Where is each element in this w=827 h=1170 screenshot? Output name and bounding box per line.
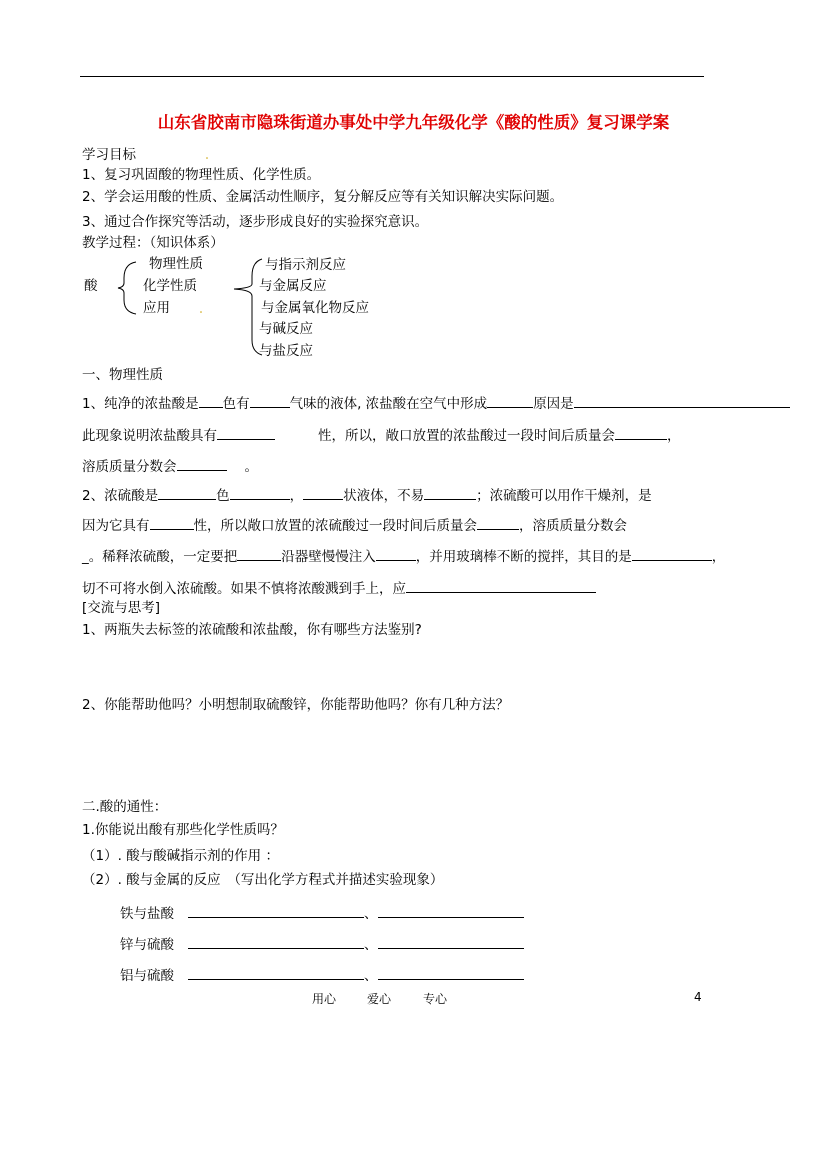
exchange-question-1: 1、两瓶失去标签的浓硫酸和浓盐酸，你有哪些方法鉴别? <box>82 622 422 638</box>
tree-reaction-salt: 与盐反应 <box>259 343 313 359</box>
section1-heading: 一、物理性质 <box>82 367 163 383</box>
tree-reaction-metal-oxide: 与金属氧化物反应 <box>261 300 369 316</box>
q1-line2: 此现象说明浓盐酸具有 性，所以，敞口放置的浓盐酸过一段时间后质量会 ， <box>82 425 681 445</box>
document-title: 山东省胶南市隐珠街道办事处中学九年级化学《酸的性质》复习课学案 <box>157 113 670 132</box>
footer-motto-1: 用心 <box>312 992 337 1006</box>
reaction-row: 锌与硫酸 、 <box>120 934 524 954</box>
tree-root: 酸 <box>84 278 98 294</box>
q2-line4: 切不可将水倒入浓硫酸。如果不慎将浓酸溅到手上，应 <box>82 578 596 598</box>
page-number: 4 <box>694 990 702 1004</box>
goal-item-2: 2、学会运用酸的性质、金属活动性顺序，复分解反应等有关知识解决实际问题。 <box>82 189 564 205</box>
exchange-question-2: 2、你能帮助他吗？小明想制取硫酸锌，你能帮助他吗？你有几种方法？ <box>82 697 510 713</box>
tree-reaction-indicator: 与指示剂反应 <box>265 257 346 273</box>
q2-line2: 因为它具有 性，所以敞口放置的浓硫酸过一段时间后质量会 ，溶质质量分数会 <box>82 515 627 535</box>
tree-branch-application: 应用 <box>143 300 170 316</box>
q2-line3: _。稀释浓硫酸，一定要把 沿器壁慢慢注入 ，并用玻璃棒不断的搅拌，其目的是 ， <box>82 546 725 566</box>
section2-heading: 二.酸的通性： <box>82 799 168 815</box>
process-heading: 教学过程：（知识体系） <box>82 235 224 251</box>
reaction-row: 铝与硫酸 、 <box>120 965 524 985</box>
goal-item-3: 3、通过合作探究等活动，逐步形成良好的实验探究意识。 <box>82 214 429 230</box>
q1-line3: 溶质质量分数会 。 <box>82 456 258 476</box>
footer-motto-3: 专心 <box>423 992 448 1006</box>
reaction-row: 铁与盐酸 、 <box>120 903 524 923</box>
tree-reaction-base: 与碱反应 <box>259 321 313 337</box>
exchange-heading: [交流与思考] <box>82 600 161 616</box>
tree-branch-chemical: 化学性质 <box>143 278 197 294</box>
footer-motto-2: 爱心 <box>367 992 392 1006</box>
tree-branch-physical: 物理性质 <box>149 256 203 272</box>
section2-question-1: 1.你能说出酸有那些化学性质吗？ <box>82 822 284 838</box>
section2-sub-1: （1）. 酸与酸碱指示剂的作用 ： <box>82 848 279 864</box>
goals-heading: 学习目标 <box>82 147 136 163</box>
section2-sub-2: （2）. 酸与金属的反应 （写出化学方程式并描述实验现象） <box>82 872 444 888</box>
tree-reaction-metal: 与金属反应 <box>259 278 327 294</box>
goal-item-1: 1、复习巩固酸的物理性质、化学性质。 <box>82 167 321 183</box>
q2-line1: 2、浓硫酸是 色 ， 状液体，不易 ；浓硫酸可以用作干燥剂，是 <box>82 485 652 505</box>
q1-line1: 1、纯净的浓盐酸是 色有 气味的液体, 浓盐酸在空气中形成 原因是 <box>82 393 790 413</box>
